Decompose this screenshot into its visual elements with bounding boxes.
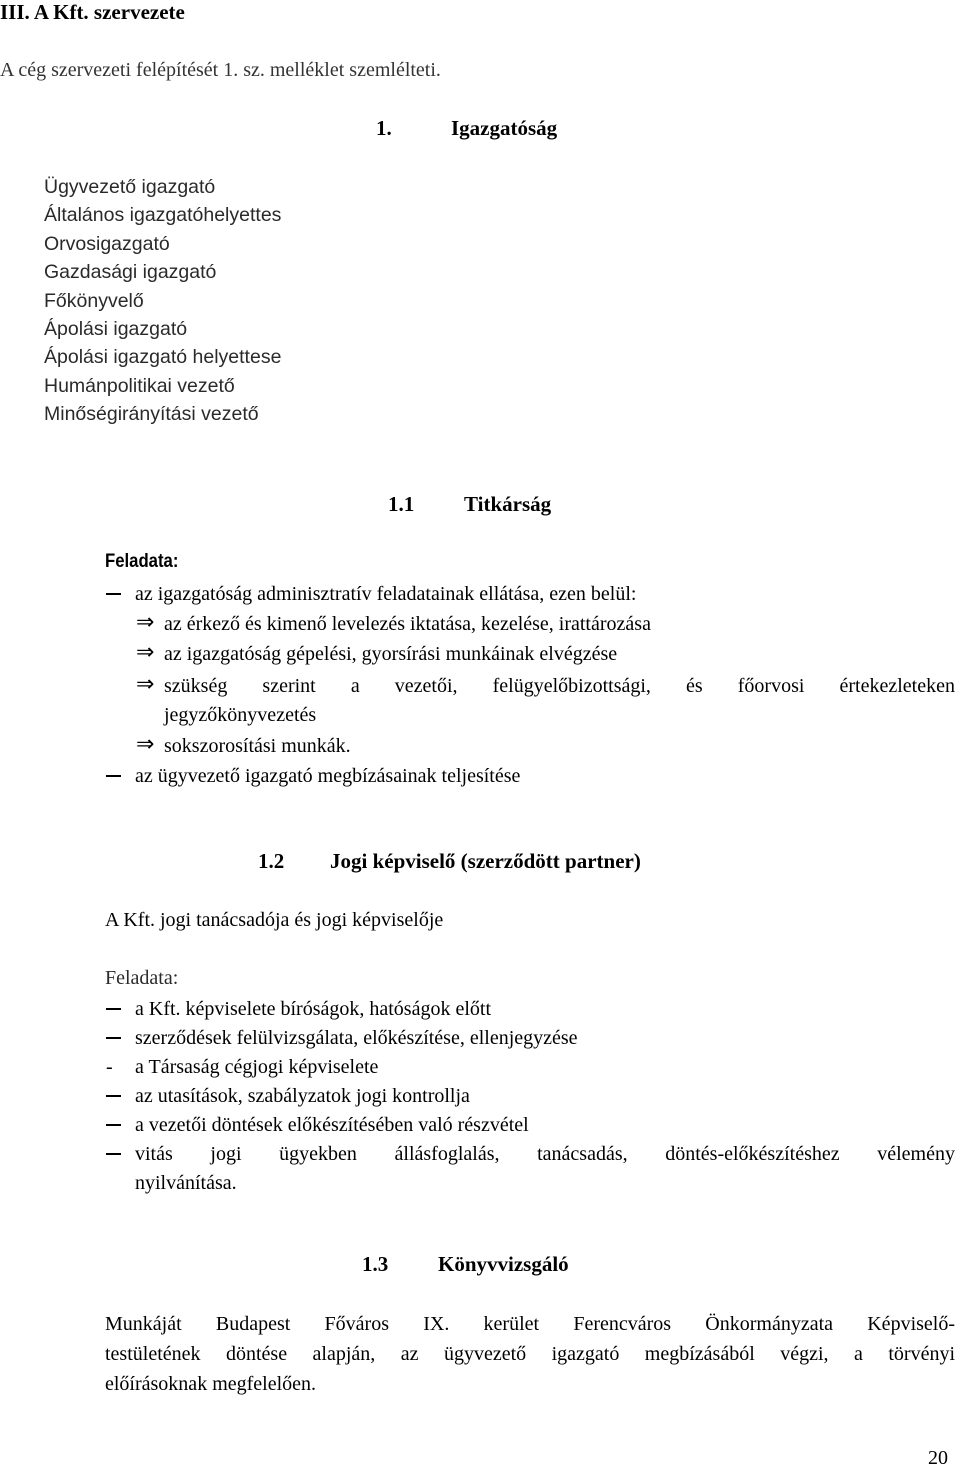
s13-paragraph-line-2: testületének döntése alapján, az ügyvezető igazgató megbízásából végzi, a törvényi xyxy=(105,1343,955,1365)
dash-bullet xyxy=(106,775,121,777)
leader-item: Általános igazgatóhelyettes xyxy=(44,204,282,227)
leader-item: Humánpolitikai vezető xyxy=(44,374,235,397)
dash-bullet xyxy=(106,1124,121,1126)
heading-1-3-number: 1.3 xyxy=(362,1252,389,1276)
heading-1-2-title: Jogi képviselő (szerződött partner) xyxy=(330,849,641,873)
heading-1-title: Igazgatóság xyxy=(451,116,558,140)
dash-bullet xyxy=(106,1153,121,1155)
dash-bullet xyxy=(106,593,121,595)
leader-item: Ápolási igazgató xyxy=(44,318,188,341)
s12-task-label: Feladata: xyxy=(105,967,179,989)
hyphen-bullet: - xyxy=(106,1056,113,1078)
leader-item: Főkönyvelő xyxy=(44,289,144,312)
heading-1-number: 1. xyxy=(376,116,392,140)
s12-item-2: szerződések felülvizsgálata, előkészítése, ellenjegyzése xyxy=(135,1027,578,1049)
s11-sub-3-cont: jegyzőkönyvezetés xyxy=(164,704,317,726)
dash-bullet xyxy=(106,1037,121,1039)
leader-item: Ügyvezető igazgató xyxy=(44,176,216,198)
leaders-list xyxy=(44,173,281,429)
s13-paragraph-line-1: Munkáját Budapest Főváros IX. kerület Ferencváros Önkormányzata Képviselő- xyxy=(105,1313,955,1335)
s11-task-label: Feladata: xyxy=(105,551,179,572)
leader-item: Orvosigazgató xyxy=(44,232,170,255)
s13-paragraph-line-3: előírásoknak megfelelően. xyxy=(105,1373,317,1395)
arrow-icon: ⇒ xyxy=(136,610,155,635)
heading-1-1-number: 1.1 xyxy=(388,492,415,516)
s12-item-6-cont: nyilvánítása. xyxy=(135,1172,237,1194)
s12-item-1: a Kft. képviselete bíróságok, hatóságok előtt xyxy=(135,998,492,1020)
intro-text: A cég szervezeti felépítését 1. sz. melléklet szemlélteti. xyxy=(0,59,441,81)
s12-item-4: az utasítások, szabályzatok jogi kontrollja xyxy=(135,1085,470,1107)
arrow-icon: ⇒ xyxy=(136,640,155,665)
heading-1-1-title: Titkárság xyxy=(464,492,552,516)
heading-1-3-title: Könyvvizsgáló xyxy=(438,1252,569,1276)
s11-sub-2: az igazgatóság gépelési, gyorsírási munkáinak elvégzése xyxy=(164,643,618,665)
s11-sub-1: az érkező és kimenő levelezés iktatása, kezelése, irattározása xyxy=(164,613,651,635)
s11-sub-4: sokszorosítási munkák. xyxy=(164,735,351,757)
section-title: III. A Kft. szervezete xyxy=(0,0,185,24)
leader-item: Ápolási igazgató helyettese xyxy=(44,346,282,369)
leader-item: Minőségirányítási vezető xyxy=(44,403,259,426)
s12-item-5: a vezetői döntések előkészítésében való részvétel xyxy=(135,1114,529,1136)
s12-description: A Kft. jogi tanácsadója és jogi képviselője xyxy=(105,909,444,931)
s11-sub-3: szükség szerint a vezetői, felügyelőbizottsági, és főorvosi értekezleteken xyxy=(164,675,955,697)
heading-1-2-number: 1.2 xyxy=(258,849,285,873)
dash-bullet xyxy=(106,1008,121,1010)
dash-bullet xyxy=(106,1095,121,1097)
page-number: 20 xyxy=(928,1447,948,1469)
s12-item-3: a Társaság cégjogi képviselete xyxy=(135,1056,379,1078)
s11-item-2: az ügyvezető igazgató megbízásainak teljesítése xyxy=(135,765,521,787)
s11-item-1: az igazgatóság adminisztratív feladatainak ellátása, ezen belül: xyxy=(135,583,637,605)
arrow-icon: ⇒ xyxy=(136,672,155,697)
leader-item: Gazdasági igazgató xyxy=(44,261,217,284)
s12-item-6: vitás jogi ügyekben állásfoglalás, tanácsadás, döntés-előkészítéshez vélemény xyxy=(135,1143,955,1165)
arrow-icon: ⇒ xyxy=(136,732,155,757)
